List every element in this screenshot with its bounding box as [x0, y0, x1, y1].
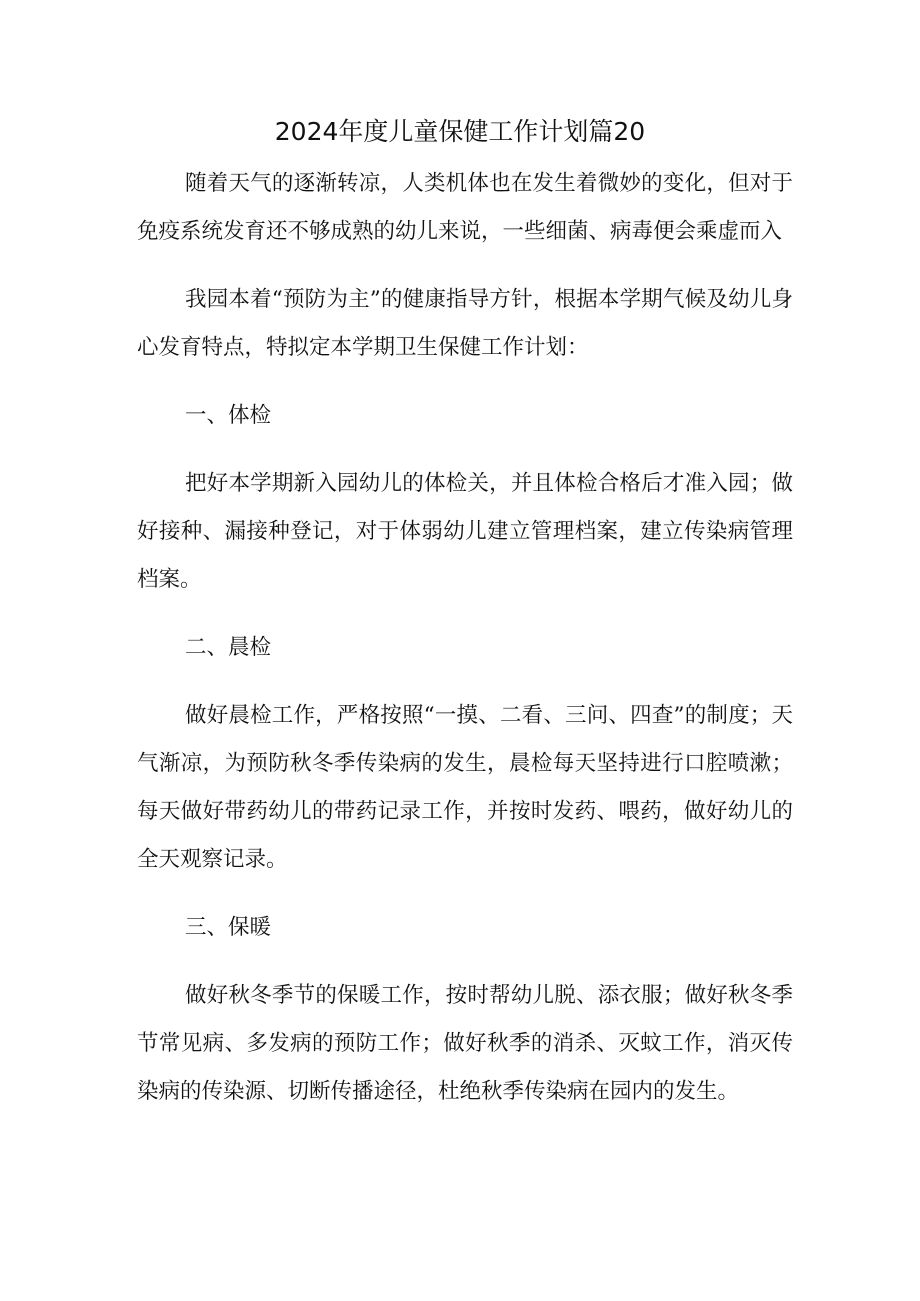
section-text-morning-check: 做好晨检工作，严格按照“一摸、二看、三问、四查”的制度；天气渐凉，为预防秋冬季传染病的发生，晨检每天坚持进行口腔喷漱；每天做好带药幼儿的带药记录工作，并按时发药、喂药，做好幼儿的全天观察记录。 — [137, 703, 793, 872]
purpose-paragraph: 我园本着“预防为主”的健康指导方针，根据本学期气候及幼儿身心发育特点，特拟定本学期卫生保健工作计划： — [137, 287, 793, 360]
document-title: 2024年度儿童保健工作计划篇20 — [274, 117, 646, 146]
section-text-warmth: 做好秋冬季节的保暖工作，按时帮幼儿脱、添衣服；做好秋冬季节常见病、多发病的预防工作；做好秋季的消杀、灭蚊工作，消灭传染病的传染源、切断传播途径，杜绝秋季传染病在园内的发生。 — [137, 983, 793, 1104]
section-heading-checkup: 一、体检 — [185, 403, 272, 428]
intro-paragraph: 随着天气的逐渐转凉，人类机体也在发生着微妙的变化，但对于免疫系统发育还不够成熟的幼儿来说，一些细菌、病毒便会乘虚而入 — [137, 171, 793, 244]
section-heading-morning-check: 二、晨检 — [185, 635, 272, 660]
section-heading-warmth: 三、保暖 — [185, 915, 272, 940]
section-text-checkup: 把好本学期新入园幼儿的体检关，并且体检合格后才准入园；做好接种、漏接种登记，对于体弱幼儿建立管理档案，建立传染病管理档案。 — [137, 471, 793, 592]
document-body — [137, 160, 793, 1116]
